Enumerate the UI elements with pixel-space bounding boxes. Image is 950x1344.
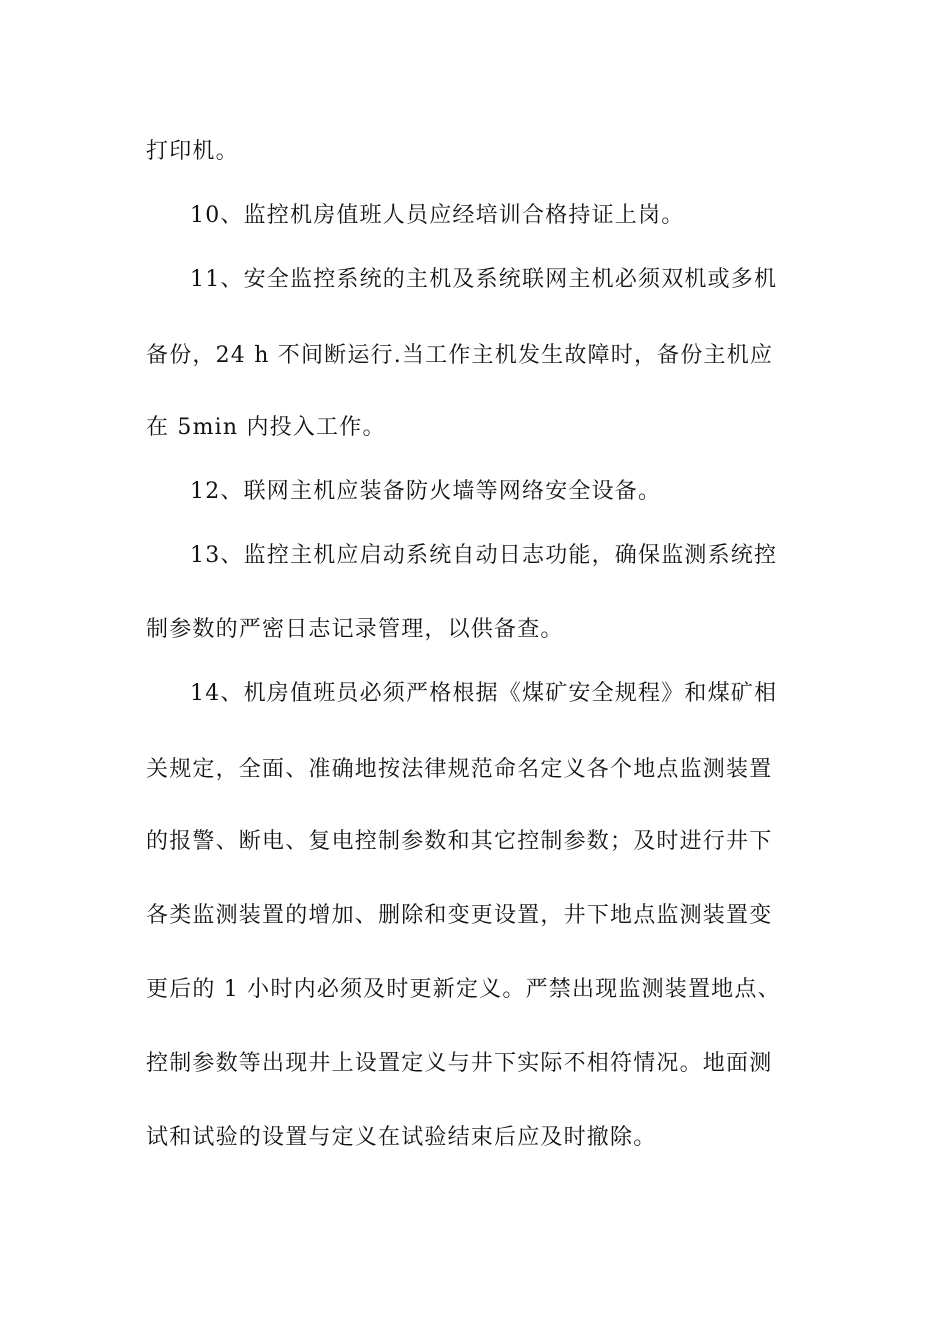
text-line: 更后的 1 小时内必须及时更新定义。严禁出现监测装置地点、 — [146, 977, 781, 1002]
text-line: 关规定，全面、准确地按法律规范命名定义各个地点监测装置 — [146, 757, 773, 782]
text-line: 12、联网主机应装备防火墙等网络安全设备。 — [190, 479, 662, 504]
text-line: 打印机。 — [146, 139, 239, 164]
text-line: 试和试验的设置与定义在试验结束后应及时撤除。 — [146, 1125, 657, 1150]
text-line: 13、监控主机应启动系统自动日志功能，确保监测系统控 — [190, 543, 778, 568]
text-line: 备份，24 h 不间断运行.当工作主机发生故障时，备份主机应 — [146, 343, 774, 368]
text-line: 14、机房值班员必须严格根据《煤矿安全规程》和煤矿相 — [190, 681, 778, 706]
text-line: 11、安全监控系统的主机及系统联网主机必须双机或多机 — [190, 267, 778, 292]
text-line: 10、监控机房值班人员应经培训合格持证上岗。 — [190, 203, 685, 228]
text-line: 在 5min 内投入工作。 — [146, 415, 386, 440]
text-line: 控制参数等出现井上设置定义与井下实际不相符情况。地面测 — [146, 1051, 773, 1076]
text-line: 的报警、断电、复电控制参数和其它控制参数；及时进行井下 — [146, 829, 773, 854]
text-line: 各类监测装置的增加、删除和变更设置，井下地点监测装置变 — [146, 903, 773, 928]
text-line: 制参数的严密日志记录管理，以供备查。 — [146, 617, 564, 642]
